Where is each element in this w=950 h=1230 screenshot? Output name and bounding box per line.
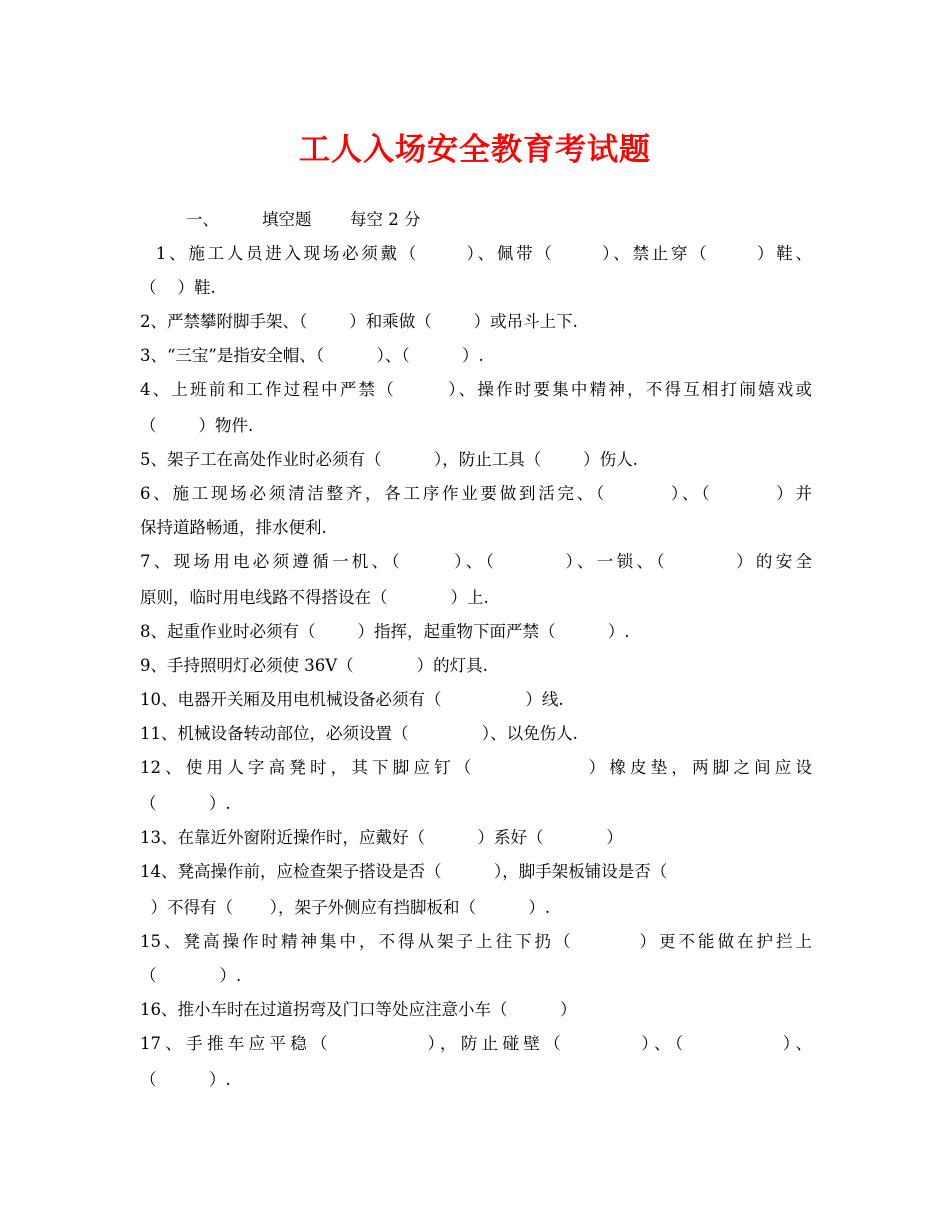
question-line: 6、施工现场必须清洁整齐，各工序作业要做到活完、（ ）、（ ）并 — [140, 484, 812, 503]
section-number: 一、 — [186, 210, 219, 229]
question-line: 17、手推车应平稳（ ），防止碰壁（ ）、（ ）、 — [140, 1034, 812, 1053]
section-score: 每空 2 分 — [350, 210, 421, 229]
question-line: 保持道路畅通，排水便利. — [140, 518, 327, 537]
question-line: （ ）. — [140, 966, 242, 985]
question-line: 11、机械设备转动部位，必须设置（ ）、以免伤人. — [140, 724, 578, 743]
question-line: 5、架子工在高处作业时必须有（ ），防止工具（ ）伤人. — [140, 450, 638, 469]
exam-title: 工人入场安全教育考试题 — [299, 132, 651, 168]
question-line: 4、上班前和工作过程中严禁（ ）、操作时要集中精神，不得互相打闹嬉戏或 — [140, 380, 812, 399]
question-line: （ ）. — [140, 1070, 231, 1089]
question-line: （ ）鞋. — [140, 278, 216, 297]
question-line: 14、凳高操作前，应检查架子搭设是否（ ），脚手架板铺设是否（ — [140, 862, 668, 881]
question-line: 12、使用人字高凳时，其下脚应钉（ ）橡皮垫，两脚之间应设 — [140, 758, 812, 777]
question-line: 3、“三宝”是指安全帽、（ ）、（ ）. — [140, 346, 484, 365]
question-line: （ ）物件. — [140, 416, 254, 435]
section-name: 填空题 — [262, 210, 312, 229]
question-line: 原则，临时用电线路不得搭设在（ ）上. — [140, 588, 489, 607]
question-line: 8、起重作业时必须有（ ）指挥，起重物下面严禁（ ）. — [140, 622, 630, 641]
question-line: 15、凳高操作时精神集中，不得从架子上往下扔（ ）更不能做在护拦上 — [140, 932, 812, 951]
question-line: 13、在靠近外窗附近操作时，应戴好（ ）系好（ ） — [140, 828, 623, 847]
section-heading — [186, 206, 421, 234]
question-line: 10、电器开关厢及用电机械设备必须有（ ）线. — [140, 690, 564, 709]
question-line: 1、施工人员进入现场必须戴（ ）、佩带（ ）、禁止穿（ ）鞋、 — [140, 244, 812, 263]
question-line: （ ）. — [140, 794, 231, 813]
question-line: 2、严禁攀附脚手架、（ ）和乘做（ ）或吊斗上下. — [140, 312, 578, 331]
question-line: 16、推小车时在过道拐弯及门口等处应注意小车（ ） — [140, 1000, 577, 1019]
question-line: 9、手持照明灯必须使 36V（ ）的灯具. — [140, 656, 488, 675]
question-line: ）不得有（ ），架子外侧应有挡脚板和（ ）. — [140, 898, 551, 917]
question-line: 7、现场用电必须遵循一机、（ ）、（ ）、一锁、（ ）的安全 — [140, 552, 812, 571]
